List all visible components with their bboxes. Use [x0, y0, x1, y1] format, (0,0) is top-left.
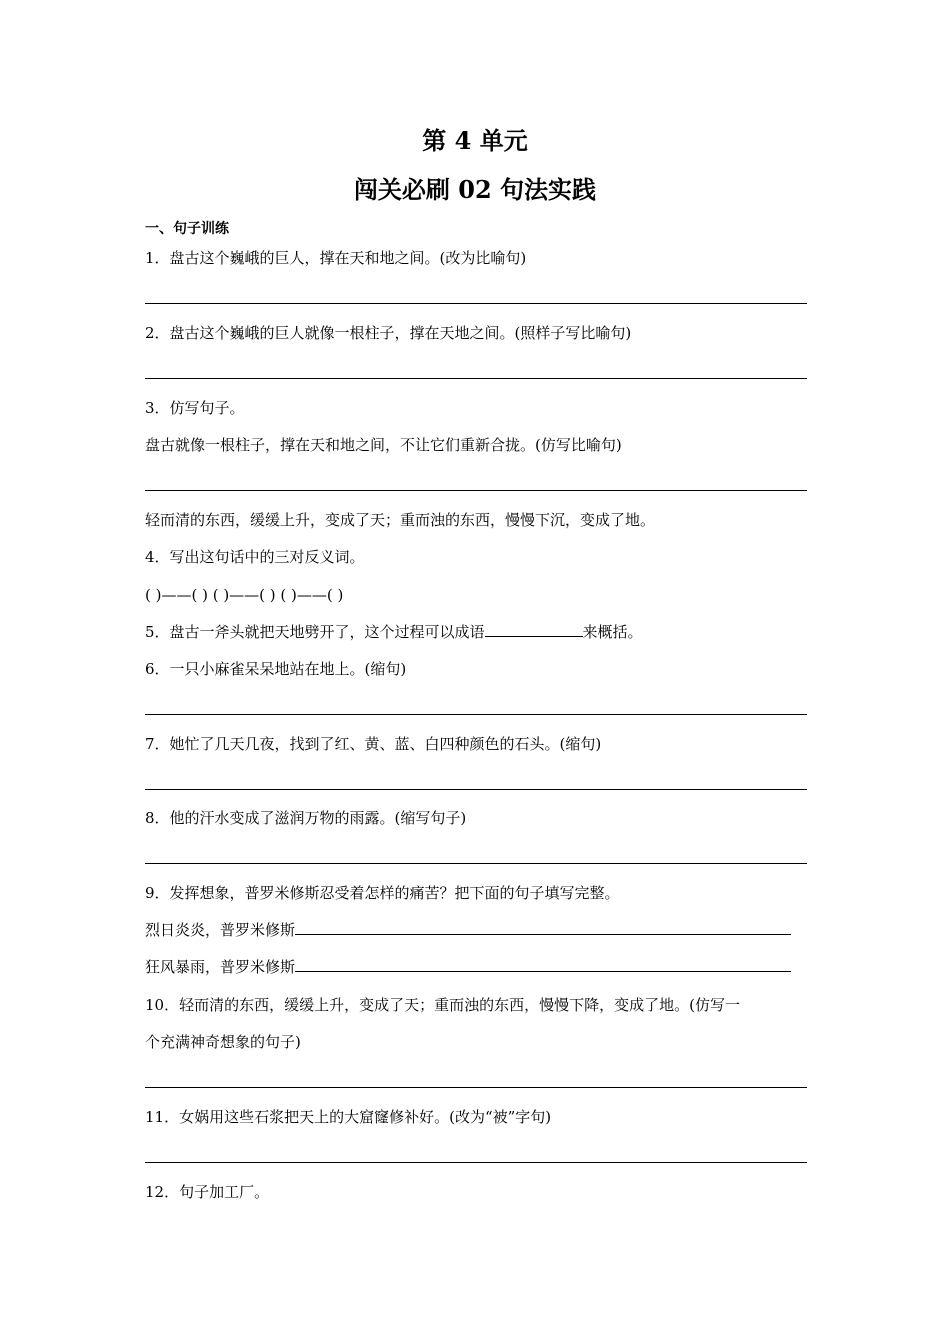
- answer-line-11[interactable]: [145, 1162, 807, 1163]
- question-10-line-1: 10．轻而清的东西，缓缓上升，变成了天；重而浊的东西，慢慢下降，变成了地。(仿写一: [145, 996, 740, 1014]
- unit-title: 第 4 单元: [422, 126, 528, 155]
- passage-text: 轻而清的东西，缓缓上升，变成了天；重而浊的东西，慢慢下沉，变成了地。: [145, 511, 656, 529]
- question-1: 1．盘古这个巍峨的巨人，撑在天和地之间。(改为比喻句): [145, 249, 527, 267]
- question-9-line-2: [145, 957, 791, 977]
- question-5: [145, 622, 643, 642]
- answer-line-1[interactable]: [145, 303, 807, 304]
- question-8: 8．他的汗水变成了滋润万物的雨露。(缩写句子): [145, 809, 467, 827]
- question-2: 2．盘古这个巍峨的巨人就像一根柱子，撑在天地之间。(照样子写比喻句): [145, 324, 632, 342]
- question-9-line-2-text: 狂风暴雨，普罗米修斯: [145, 958, 296, 976]
- question-3-example: 盘古就像一根柱子，撑在天和地之间，不让它们重新合拢。(仿写比喻句): [145, 436, 622, 454]
- answer-line-2[interactable]: [145, 378, 807, 379]
- question-5-prefix: 5．盘古一斧头就把天地劈开了，这个过程可以成语: [145, 623, 485, 641]
- answer-line-10[interactable]: [145, 1087, 807, 1088]
- answer-line-6[interactable]: [145, 714, 807, 715]
- answer-line-3[interactable]: [145, 490, 807, 491]
- question-9-line-1: [145, 920, 791, 940]
- answer-line-8[interactable]: [145, 863, 807, 864]
- question-6: 6．一只小麻雀呆呆地站在地上。(缩句): [145, 660, 407, 678]
- question-9-line-1-text: 烈日炎炎，普罗米修斯: [145, 921, 296, 939]
- question-4: 4．写出这句话中的三对反义词。: [145, 548, 365, 566]
- question-11: 11．女娲用这些石浆把天上的大窟窿修补好。(改为“被”字句): [145, 1108, 552, 1126]
- fill-blank-9-2[interactable]: [295, 957, 791, 972]
- question-5-suffix: 来概括。: [582, 623, 643, 641]
- antonym-pairs[interactable]: ( )——( ) ( )——( ) ( )——( ): [145, 586, 344, 604]
- question-9: 9．发挥想象，普罗米修斯忍受着怎样的痛苦？把下面的句子填写完整。: [145, 884, 620, 902]
- main-title: 闯关必刷 02 句法实践: [353, 175, 597, 204]
- section-heading: 一、句子训练: [145, 221, 229, 237]
- question-3: 3．仿写句子。: [145, 399, 245, 417]
- question-7: 7．她忙了几天几夜，找到了红、黄、蓝、白四种颜色的石头。(缩句): [145, 735, 602, 753]
- fill-blank-9-1[interactable]: [295, 920, 791, 935]
- question-12: 12．句子加工厂。: [145, 1183, 270, 1201]
- idiom-blank[interactable]: [485, 622, 583, 637]
- answer-line-7[interactable]: [145, 789, 807, 790]
- question-10-line-2: 个充满神奇想象的句子): [145, 1033, 301, 1051]
